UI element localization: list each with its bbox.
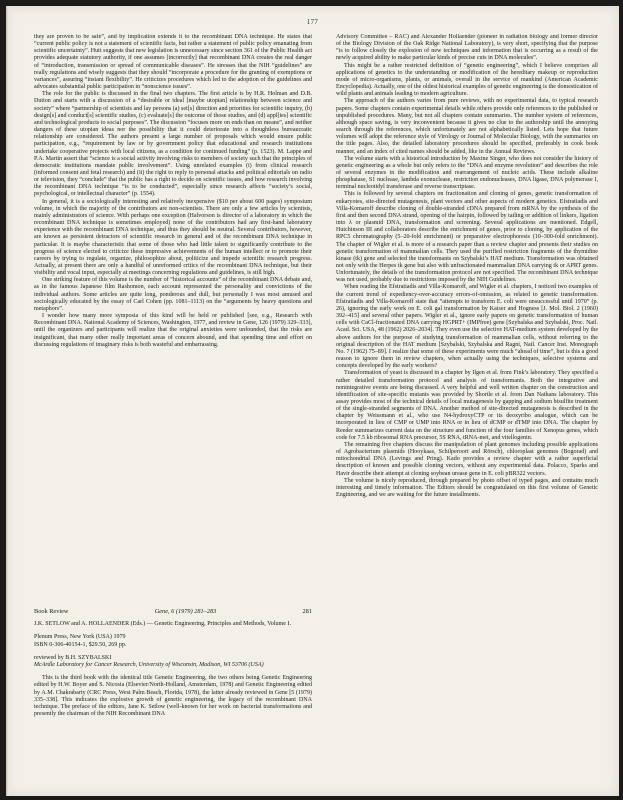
page-number: 177 (306, 18, 319, 26)
paragraph: Transformation of yeast is discussed in a chapter by Ilgen et al. from Fink’s laboratory. They specified a rather detailed transformation protocol and analysis of transformants. Both the integrative and nonintegrative events are being discussed. A very helpful and well written chapter on the construction and identification of site-specific mutants was provided by Shortle et al. from Dan Nathans laboratory. This assay provides most of the technical details of local mutagenesis by gapping and sodium bisulfite treatment of the single-stranded segments of DNA. Another method of site-directed mutagenesis is described in the chapter by Weissmann et al., who use N4-hydroxyCTP or its deoxyribo analogue, which can be incorporated in lieu of CMP or UMP into RNA or in lieu of dCMP or dTMP into DNA. The chapter by Reeder summarizes current data on the structure and function of the four families of Xenopus genes, which code for 7.5 kb ribosomal RNA precursor, 5S RNA, tRNA-met, and vitellogenin. (336, 370, 598, 441)
paragraph: This might be a rather restricted definition of “genetic engineering”, which I believe comprises all applications of genetics to the understanding or modification of the hereditary makeup or reproduction mode of micro-organisms, plants, or animals, overall in the service of mankind (American Academic Encyclopedia). Actually, one of the oldest historical examples of genetic engineering is the domestication of wild plants and animals leading to modern agriculture. (336, 62, 598, 98)
paragraph: The volume starts with a historical introduction by Maxine Singer, who does not consider the history of genetic engineering as a whole but only refers to the “DNA and enzyme revolution” and describes the role of several enzymes in the modification and rearrangement of nucleic acids. These include alkaline phosphatase, S1 nuclease, lambda exonuclease, restriction endonucleases, DNA ligase, DNA polymerase I, terminal nucleotidyl transferase and reverse transcriptase. (336, 155, 598, 191)
review-header (34, 608, 312, 615)
paragraph: The approach of the authors varies from pure reviews, with no experimental data, to typical research papers. Some chapters contain experimental details while others provide only references to the published or unpublished procedures. Many, but not all chapters contain summaries. The number system of references, although space saving, is very inconvenient because it gives no clue to the authorship until the annoying search through the references, which unfortunately are not alphabetically listed. Lets hope that future volumes will adopt the reference style of Virology or Journal of Molecular Biology, with the summaries on the title pages. Also, the detailed laboratory procedures should be specified, preferably in cook book manner, and an index of cited names should be added, like in the Annual Reviews. (336, 98, 598, 155)
isbn-line: ISBN 0-306-40154-1, $29.50, 269 pp. (34, 641, 127, 648)
paragraph: The volume is nicely reproduced, through prepared by photo offset of typed pages, and contains much interesting and timely information. The Editors should be congratulated on this first volume of Genetic Engineering, and we are waiting for the future installments. (336, 477, 598, 498)
paragraph: The remaining five chapters discuss the manipulation of plant genomes including possible applications of Agrobacterium plasmids (Hooykaas, Schilperoort and Rörsch), chloroplast genomes (Bogorad) and mitochondrial DNA (Levings and Pring). Kado provides a review chapter with a rather superficial description of known and possible cloning vectors, without any experimental data. Polacco, Sparks and Havir describe their attempt at cloning soybean urease gene in E. coli pBR322 vectors. (336, 441, 598, 477)
paragraph: In general, it is a sociologically interesting and relatively inexpensive ($10 per about 600 pages) symposium volume, in which the majority of the contributors are non-scientists. There are only a few articles by scientists, mainly administrators of science. With perhaps one exception (Halvorson is director of a laboratory in which the recombinant DNA technique is sometimes employed) none of the contributors had any first-hand laboratory experience with the recombinant DNA technique, and thus they should be neutral. Several contributors, however, are known as persistent detractors of scientific research in general and of the recombinant DNA technique in particular. It is maybe characteristic that some of those who had little talent to significantly contribute to the progress of science elected to criticize these impressive achievements of the human intellect or to promote their careers by trying to regulate, organize, philosophize about, politicize and impede scientific research progress. Actually, at present there are only a handful of unreformed critics of the recombinant DNA technique, but their visibility and vocal input, especially at meetings concerning regulations and guidelines, is still high. (34, 198, 312, 277)
paragraph: When reading the Efstratiadis and Villa-Komaroff, and Wigler et al. chapters, I noticed two examples of the current trend of expediency-over-accuracy errors-of-omission, as related to genetic transformation. Efstratiadis and Villa-Komaroff state that “attempts to transform E. coli were unsuccessful until 1970” (p. 26), ignoring the early work on E. coli gal transformation by Kaiser and Hogness [J. Mol. Biol. 2 (1960) 392–415] and several other papers. Wigler et al., ignore early papers on genetic transformation of human cells with CaCl-fractionated DNA carrying HGPRT+ (IMPfree) gene [Szybalska and Szybalski, Proc. Natl. Acad. Sci. USA, 48 (1962) 2026–2034]. They even use the selective HAT-medium system developed by the above authors for the purpose of studying transformation of mammalian cells, without referring to the original description of the HAT medium [Szybalski, Szybalska and Ragni, Natl. Cancer Inst. Monograph No. 7 (1962) 75–89]. I realize that some of these experiments were much “ahead of time”, but is this a good reason to ignore them in review chapters, when actually using the techniques, selective systems and concepts developed by the early workers? (336, 284, 598, 370)
paragraph: The role for the public is discussed in the final two chapters. The first article is by H.R. Holman and D.B. Dutton and starts with a discussion of a “desirable or ideal [maybe utopian] relationship between science and society” where “partnership of scientists and lay persons (a) set[s] direction and priorities for scientific inquiry, (b) design[s] and conduct[s] scientific studies, (c) evaluate[s] the outcome of those studies, and (d) appl[ies] scientific and technological products to social purposes”. The discussion “focuses more on ends than on means”, and neither dangers of these utopian ideas nor the possibility that it could deteriorate into a thoughtless bureaucratic relationship are considered. The authors present a large number of proposals which would ensure public participation, e.g., “requirement by law or by government policy that educational and research institutions undertake cooperative projects with local citizens, as a condition for continued funding” (p. 1523). M. Lappe and P.A. Martin assert that “science is a social activity involving risks to members of society such that the principles of democratic institutions mandate public involvement”. Using unrelated examples (i) from clinical research (informed consent and fetal research) and (ii) the right to reply to personal attacks and political editorials on radio or television, they “conclude” that the public has a right to decide on scientific issues, and how research involving the recombinant DNA technique “is to be conducted”, especially since research affects “society’s social, psychological, or intellectual character” (p. 1554). (34, 91, 312, 198)
review-page-ref: 281 (302, 608, 312, 615)
reviewer-line: reviewed by B.H. SZYBALSKI (34, 654, 112, 661)
paragraph: they are proven to be safe”, and by implication extends it to the recombinant DNA technique. He states that “current public policy is not a statement of scientific facts, but rather a statement of public policy emanating from scientific uncertainty”. Hutt suggests that new legislation is unnecessary since section 361 of the Public Health act provides adequate statutory authority, if one assumes [incorrectly] that recombinant DNA creates the real danger of “introduction, transmission or spread of communicable diseases”. He stresses that the NIH “guidelines” are really regulations and wisely suggests that they should “incorporate a procedure for the granting of exemptions or variances”, assuring “instant flexibility”. He criticizes procedures which led to the adoption of the guidelines and advocates substantial public participation in “nonscience issues”. (34, 34, 312, 91)
paragraph: Advisory Committee – RAC) and Alexander Hollaender (pioneer in radiation biology and former director of the Biology Division of the Oak Ridge National Laboratory), is very short, specifying that the purpose “is to follow closely the explosion of new techniques and information that is occurring as a result of the newly acquired ability to make particular kinds of precise cuts in DNA molecules”. (336, 34, 598, 62)
citation: Gene, 6 (1979) 281–283 (154, 608, 217, 615)
paragraph: I wonder how many more symposia of this kind will be held or published [see, e.g., Research with Recombinant DNA. National Academy of Sciences, Washington, 1977, and review in Gene, 126 (1979) 329–333], until the organizers and participants will realize that the original anxieties were unfounded, that the risks are insignificant, that many other really important areas of concern abound, and that spending time and effort on discussing regulations of imaginary risks is both wasteful and embarrassing. (34, 313, 312, 348)
binding-edge (6, 6, 9, 796)
paragraph: This is followed by several chapters on fractionation and cloning of genes, genetic transformation of eukaryotes, site-directed mutagenesis, plant vectors and other aspects of modern genetics. Efstratiadis and Villa-Komaroff describe cloning of double-stranded cDNA prepared from mRNA by the synthesis of the first and then second DNA strand, opening of the hairpin, followed by tailing or addition of linkers, ligation into λ or plasmid DNA, transformation and screening. Several applications are mentioned. Edgell, Hutchinson III and collaborators describe the enrichment of genes, prior to cloning, by application of the RPC5 chromatography (5–20-fold enrichment) or preparative electrophoresis (10–300-fold enrichment). The chapter of Wigler et al. is more of a research paper than a review chapter and presents their studies on genetic transformation of mammalian cells. They used the purified restriction fragments of the thymidine kinase (tk) gene and selected the transformants on Szybalski’s HAT medium. Transformation was obtained not only with the Herpes tk gene but also with unfractionated mammalian DNA carrying tk or APRT genes. Unfortunately, the details of the transformation protocol are not specified. The recombinant DNA technique was not used, probably due to restrictions imposed by the NIH Guidelines. (336, 191, 598, 284)
paragraph: One striking feature of this volume is the number of “historical accounts” of the recombinant DNA debate and, as in the famous Japanese film Rashomon, each account represented the personality and convictions of the individual authors. Some articles are quite long, ponderous and dull, but personally I was most amused and sociologically educated by the essay of Carl Cohen (pp. 1081–1113) on the “arguments by heavy questions and metaphors”. (34, 277, 312, 312)
section-label: Book Review (34, 608, 69, 615)
right-column (336, 34, 598, 778)
book-review (34, 608, 312, 718)
affiliation-line: McArdle Laboratory for Cancer Research, University of Wisconsin, Madison, WI 53706 (USA) (34, 662, 264, 669)
journal-page (6, 6, 619, 796)
left-column (34, 34, 312, 604)
review-body (34, 675, 312, 718)
paragraph: This is the third book with the identical title Genetic Engineering, the two others being Genetic Engineering edited by H.W. Boyer and S. Nicosia (Elsevier/North-Holland, Amsterdam, 1978) and Genetic Engineering edited by A.M. Chakrabarty (CRC Press, West Palm Beach, Florida, 1978), the latter already reviewed in Gene [5 (1979) 335–338]. This indicates the explosive growth of genetic engineering, the legacy of the recombinant DNA technique. The preface of the editors, Jane K. Setlow (well-known for her work on bacterial transformations and presently the chairman of the NIH Recombinant DNA (34, 675, 312, 718)
publisher-line: Plenum Press, New York (USA) 1979 (34, 634, 126, 641)
editors-line: J.K. SETLOW and A. HOLLAENDER (Eds.) — Genetic Engineering, Principles and Methods, Volume I. (34, 621, 291, 628)
